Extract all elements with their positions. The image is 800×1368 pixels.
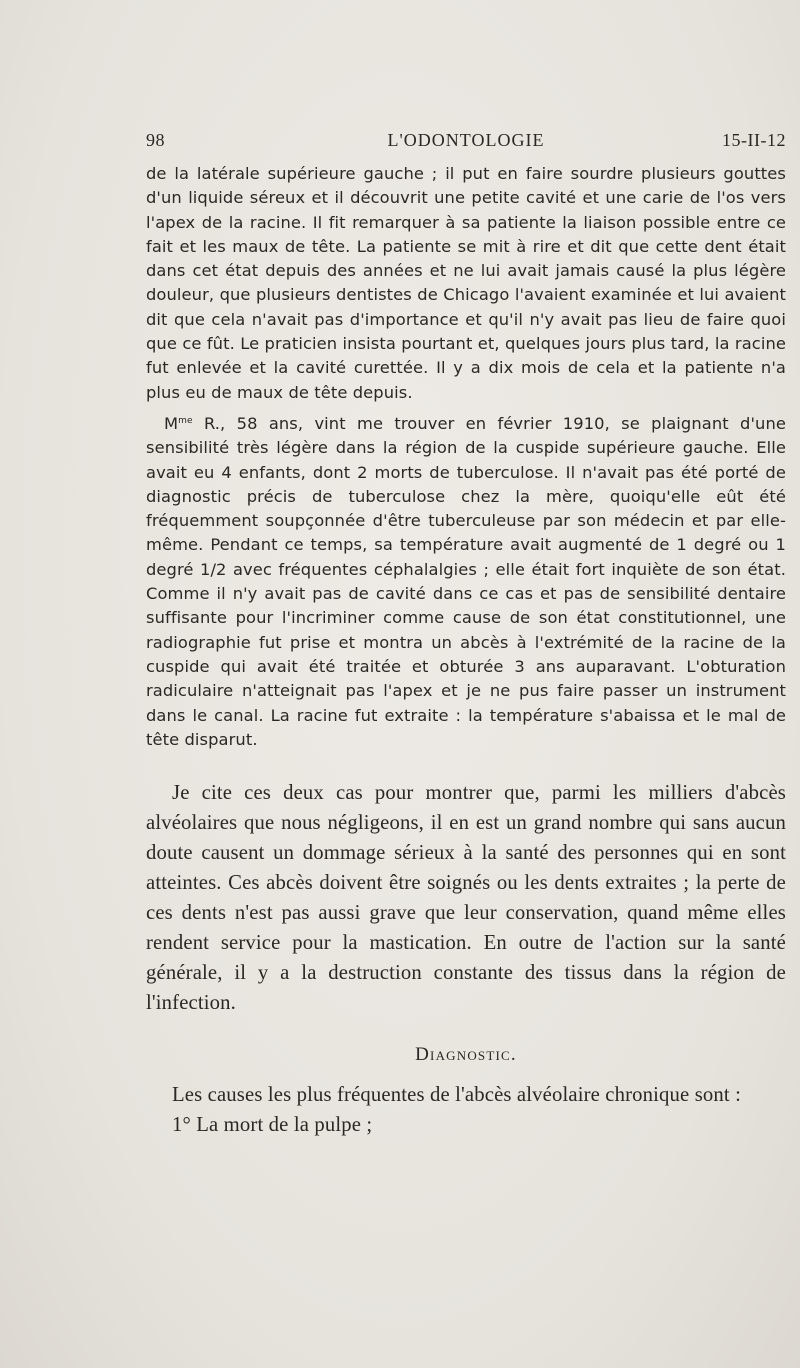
journal-title: L'ODONTOLOGIE [387,130,545,150]
page-body [146,162,786,1140]
list-item: 1° La mort de la pulpe ; [172,1114,373,1137]
page-number: 98 [146,130,165,150]
small-text-block [146,162,786,752]
issue-date: 15-II-12 [722,130,786,150]
section-heading: Diagnostic. [415,1044,517,1066]
case-2-text: R., 58 ans, vint me trouver en février 1910, se plaignant d'une sensibilité très légère dans la région de la cuspide supérieure gauche. Elle avait eu 4 enfants, dont 2 morts de tuberculose. Il n'avait pas été porté de diagnostic précis de tuberculose chez la mère, quoiqu'elle eût été fréquemment soupçonnée d'être tuberculeuse par son médecin et par elle-même. Pendant ce temps, sa température avait augmenté de 1 degré ou 1 degré 1/2 avec fréquentes céphalalgies ; elle était fort inquiète de son état. Comme il n'y avait pas de cavité dans ce cas et pas de sensibilité dentaire suffisante pour l'incriminer comme cause de son état constitutionnel, une radiographie fut prise et montra un abcès à l'extrémité de la racine de la cuspide qui avait été traitée et obturée 3 ans auparavant. L'obturation radiculaire n'atteignait pas l'apex et je ne pus faire passer un instrument dans le canal. La racine fut extraite : la température s'abaissa et le mal de tête disparut. [146,413,786,749]
paragraph-case-2 [146,409,786,752]
paragraph-diagnostic-intro: Les causes les plus fréquentes de l'abcès alvéolaire chronique sont : [172,1084,741,1107]
case-2-title-sup: me [178,415,193,426]
paragraph-case-1: de la latérale supérieure gauche ; il put en faire sourdre plusieurs gouttes d'un liquide séreux et il découvrit une petite cavité et une carie de l'os vers l'apex de la racine. Il fit remarquer à sa patiente la liaison possible entre ce fait et les maux de tête. La patiente se mit à rire et dit que cette dent était dans cet état depuis des années et ne lui avait jamais causé la plus légère douleur, que plusieurs dentistes de Chicago l'avaient examinée et lui avaient dit que cela n'avait pas d'importance et qu'il n'y avait pas lieu de faire quoi que ce fût. Le praticien insista pourtant et, quelques jours plus tard, la racine fut enlevée et la cavité curettée. Il y a dix mois de cela et la patiente n'a plus eu de maux de tête depuis. [146,164,786,402]
running-header [146,130,786,154]
large-text-block [146,778,786,1140]
paragraph-conclusion: Je cite ces deux cas pour montrer que, parmi les milliers d'abcès alvéolaires que nous négligeons, il en est un grand nombre qui sans aucun doute causent un dommage sérieux à la santé des personnes qui en sont atteintes. Ces abcès doivent être soignés ou les dents extraites ; la perte de ces dents n'est pas aussi grave que leur conservation, quand même elles rendent service pour la mastication. En outre de l'action sur la santé générale, il y a la destruction constante des tissus dans la région de l'infection. [146,782,786,1015]
case-2-title-prefix: M [164,413,179,433]
